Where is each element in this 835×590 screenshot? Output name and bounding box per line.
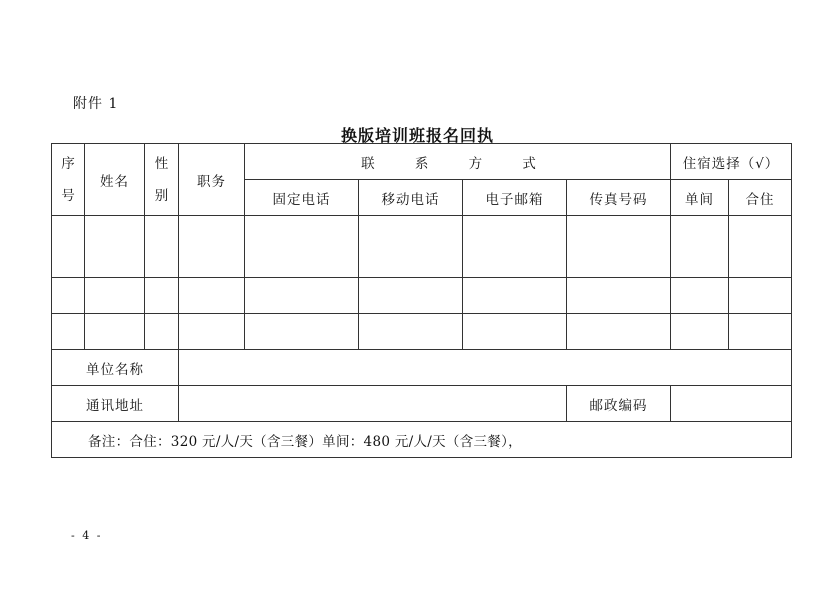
header-seq-line2: 号 bbox=[61, 187, 75, 204]
entry-cell[interactable] bbox=[145, 278, 179, 314]
postcode-label: 邮政编码 bbox=[567, 386, 671, 422]
header-fax: 传真号码 bbox=[567, 180, 671, 216]
entry-cell[interactable] bbox=[85, 278, 145, 314]
unit-name-row bbox=[52, 350, 792, 386]
header-contact: 联 系 方 式 bbox=[245, 144, 671, 180]
unit-name-label: 单位名称 bbox=[52, 350, 179, 386]
entry-cell[interactable] bbox=[179, 216, 245, 278]
header-seq-line1: 序 bbox=[61, 155, 75, 172]
entry-cell[interactable] bbox=[729, 314, 792, 350]
entry-cell[interactable] bbox=[671, 216, 729, 278]
entry-cell[interactable] bbox=[145, 216, 179, 278]
header-position: 职务 bbox=[179, 144, 245, 216]
header-lodging: 住宿选择（√） bbox=[671, 144, 792, 180]
address-row bbox=[52, 386, 792, 422]
header-single-room: 单间 bbox=[671, 180, 729, 216]
header-name: 姓名 bbox=[85, 144, 145, 216]
form-title: 换版培训班报名回执 bbox=[340, 126, 494, 145]
entry-cell[interactable] bbox=[567, 314, 671, 350]
entry-cell[interactable] bbox=[145, 314, 179, 350]
header-gender-line2: 别 bbox=[154, 187, 169, 204]
entry-cell[interactable] bbox=[463, 314, 567, 350]
entry-row-1 bbox=[52, 216, 792, 278]
entry-cell[interactable] bbox=[359, 278, 463, 314]
address-field[interactable] bbox=[179, 386, 567, 422]
header-shared-room: 合住 bbox=[729, 180, 792, 216]
entry-cell[interactable] bbox=[463, 216, 567, 278]
entry-row-3 bbox=[52, 314, 792, 350]
entry-cell[interactable] bbox=[567, 278, 671, 314]
attachment-label: 附件 1 bbox=[73, 96, 119, 112]
note-row bbox=[52, 422, 792, 458]
header-seq bbox=[52, 144, 85, 216]
entry-cell[interactable] bbox=[359, 314, 463, 350]
entry-cell[interactable] bbox=[52, 278, 85, 314]
header-landline: 固定电话 bbox=[245, 180, 359, 216]
entry-cell[interactable] bbox=[52, 314, 85, 350]
entry-row-2 bbox=[52, 278, 792, 314]
header-row-1 bbox=[52, 144, 792, 180]
postcode-field[interactable] bbox=[671, 386, 792, 422]
entry-cell[interactable] bbox=[359, 216, 463, 278]
header-email: 电子邮箱 bbox=[463, 180, 567, 216]
entry-cell[interactable] bbox=[567, 216, 671, 278]
entry-cell[interactable] bbox=[245, 314, 359, 350]
entry-cell[interactable] bbox=[245, 216, 359, 278]
entry-cell[interactable] bbox=[245, 278, 359, 314]
header-gender-line1: 性 bbox=[154, 155, 169, 172]
registration-table bbox=[51, 143, 792, 458]
note-text: 备注：合住：320 元/人/天（含三餐）单间：480 元/人/天（含三餐）， bbox=[52, 422, 792, 458]
entry-cell[interactable] bbox=[729, 216, 792, 278]
entry-cell[interactable] bbox=[179, 314, 245, 350]
entry-cell[interactable] bbox=[85, 314, 145, 350]
address-label: 通讯地址 bbox=[52, 386, 179, 422]
header-mobile: 移动电话 bbox=[359, 180, 463, 216]
entry-cell[interactable] bbox=[729, 278, 792, 314]
entry-cell[interactable] bbox=[671, 314, 729, 350]
header-gender bbox=[145, 144, 179, 216]
entry-cell[interactable] bbox=[179, 278, 245, 314]
entry-cell[interactable] bbox=[671, 278, 729, 314]
entry-cell[interactable] bbox=[85, 216, 145, 278]
entry-cell[interactable] bbox=[52, 216, 85, 278]
unit-name-field[interactable] bbox=[179, 350, 792, 386]
entry-cell[interactable] bbox=[463, 278, 567, 314]
page-number: - 4 - bbox=[71, 529, 103, 542]
